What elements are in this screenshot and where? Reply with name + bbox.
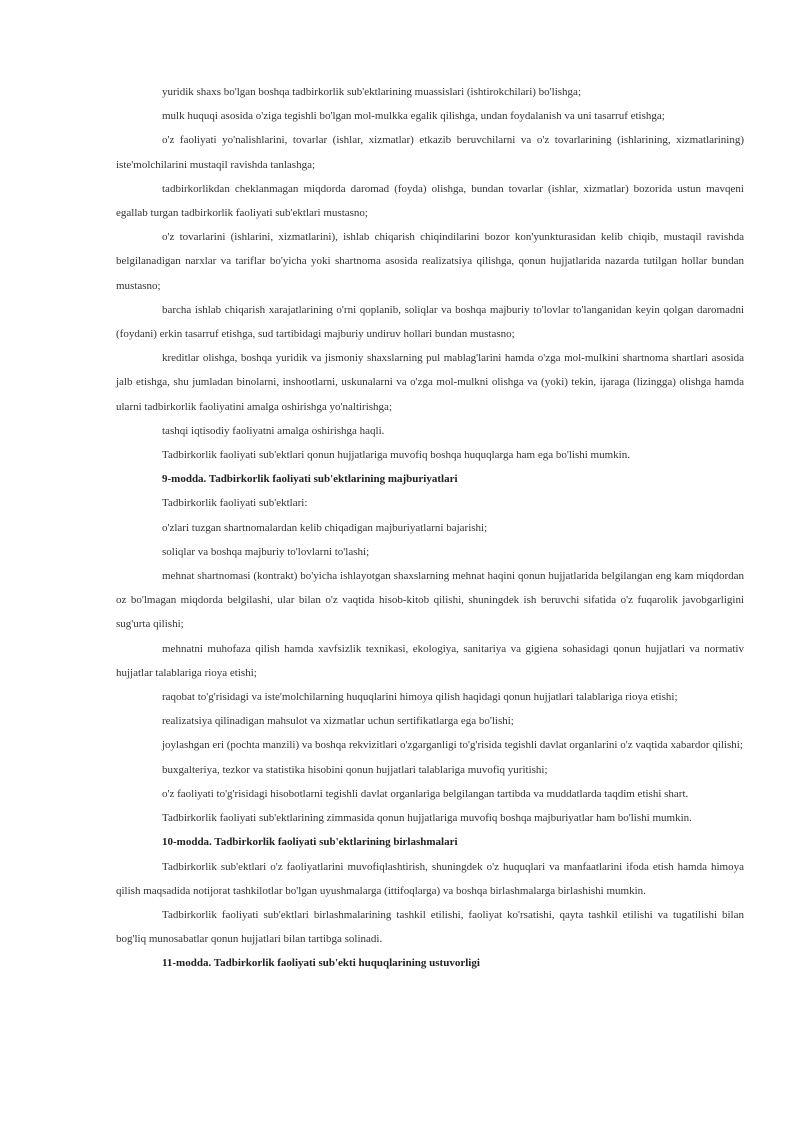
paragraph: mulk huquqi asosida o'ziga tegishli bo'lgan mol-mulkka egalik qilishga, undan foydalanish va uni tasarruf etishga; — [162, 110, 665, 123]
paragraph: barcha ishlab chiqarish xarajatlarining o'rni qoplanib, soliqlar va boshqa majburiy to'lovlar to'langanidan keyin qolgan daromadni (foydani) erkin tasarruf etishga, sud tartibidagi majburiy undiruv hollari bundan mustasno; — [116, 303, 744, 341]
paragraph: o'z tovarlarini (ishlarini, xizmatlarini), ishlab chiqarish chiqindilarini bozor kon'yunkturasidan kelib chiqib, mustaqil ravishda belgilanadigan narxlar va tariflar bo'yicha yoki shartnoma asosida realizatsiya qilishga, qonun hujjatlarida nazarda tutilgan hollar bundan mustasno; — [116, 231, 744, 292]
paragraph: realizatsiya qilinadigan mahsulot va xizmatlar uchun sertifikatlarga ega bo'lishi; — [162, 715, 514, 728]
paragraph: buxgalteriya, tezkor va statistika hisobini qonun hujjatlari talablariga muvofiq yuritishi; — [162, 763, 548, 776]
paragraph: Tadbirkorlik faoliyati sub'ektlarining zimmasida qonun hujjatlariga muvofiq boshqa majburiyatlar ham bo'lishi mumkin. — [162, 812, 692, 825]
paragraph: Tadbirkorlik faoliyati sub'ektlari qonun hujjatlariga muvofiq boshqa huquqlarga ham ega bo'lishi mumkin. — [162, 449, 630, 462]
paragraph: kreditlar olishga, boshqa yuridik va jismoniy shaxslarning pul mablag'larini hamda o'zga mol-mulkini shartnoma shartlari asosida jalb etishga, shu jumladan binolarni, inshootlarni, uskunalarni va o'zga mol-mulkni olishga va (yoki) tekin, ijaraga (lizingga) olishga hamda ularni tadbirkorlik faoliyatini amalga oshirishga yo'naltirishga; — [116, 352, 744, 413]
paragraph: mehnatni muhofaza qilish hamda xavfsizlik texnikasi, ekologiya, sanitariya va gigiena sohasidagi qonun hujjatlari va normativ hujjatlar talablariga rioya etishi; — [116, 642, 744, 679]
paragraph: joylashgan eri (pochta manzili) va boshqa rekvizitlari o'zgarganligi to'g'risida tegishli davlat organlarini o'z vaqtida xabardor qilishi; — [162, 739, 743, 752]
paragraph: tadbirkorlikdan cheklanmagan miqdorda daromad (foyda) olishga, bundan tovarlar (ishlar, xizmatlar) bozorida ustun mavqeni egallab turgan tadbirkorlik faoliyati sub'ektlari mustasno; — [116, 182, 744, 220]
paragraph: o'zlari tuzgan shartnomalardan kelib chiqadigan majburiyatlarni bajarishi; — [162, 521, 488, 534]
paragraph: soliqlar va boshqa majburiy to'lovlarni to'lashi; — [162, 545, 370, 558]
article-heading: 9-modda. Tadbirkorlik faoliyati sub'ektlarining majburiyatlari — [162, 473, 458, 486]
paragraph: yuridik shaxs bo'lgan boshqa tadbirkorlik sub'ektlarining muassislari (ishtirokchilari) bo'lishga; — [162, 86, 581, 98]
paragraph: raqobat to'g'risidagi va iste'molchilarning huquqlarini himoya qilish haqidagi qonun hujjatlari talablariga rioya etishi; — [162, 691, 678, 704]
paragraph: o'z faoliyati to'g'risidagi hisobotlarni tegishli davlat organlariga belgilangan tartibda va muddatlarda taqdim etishi shart. — [162, 787, 689, 800]
paragraph: Tadbirkorlik faoliyati sub'ektlari: — [162, 497, 308, 510]
article-heading: 10-modda. Tadbirkorlik faoliyati sub'ektlarining birlashmalari — [162, 836, 458, 849]
paragraph: mehnat shartnomasi (kontrakt) bo'yicha ishlayotgan shaxslarning mehnat haqini qonun hujjatlarida belgilangan eng kam miqdordan oz bo'lmagan miqdorda belgilashi, ular bilan o'z vaqtida hisob-kitob qilishi, shuningdek ish beruvchi sifatida o'z fuqarolik javobgarligini sug'urta qilishi; — [116, 570, 744, 631]
article-heading: 11-modda. Tadbirkorlik faoliyati sub'ekti huquqlarining ustuvorligi — [162, 957, 480, 970]
paragraph: Tadbirkorlik sub'ektlari o'z faoliyatlarini muvofiqlashtirish, shuningdek o'z huquqlari va manfaatlarini ifoda etish hamda himoya qilish maqsadida notijorat tashkilotlar bo'lgan uyushmalarga (ittifoqlarga) va boshqa birlashmalarga birlashishi mumkin. — [116, 860, 744, 897]
paragraph: o'z faoliyati yo'nalishlarini, tovarlar (ishlar, xizmatlar) etkazib beruvchilarni va o'z tovarlarining (ishlarining, xizmatlarining) iste'molchilarini mustaqil ravishda tanlashga; — [116, 134, 744, 171]
paragraph: tashqi iqtisodiy faoliyatni amalga oshirishga haqli. — [162, 424, 385, 437]
paragraph: Tadbirkorlik faoliyati sub'ektlari birlashmalarining tashkil etilishi, faoliyat ko'rsatishi, qayta tashkil etilishi va tugatilishi bilan bog'liq munosabatlar qonun hujjatlari bilan tartibga solinadi. — [116, 908, 744, 946]
